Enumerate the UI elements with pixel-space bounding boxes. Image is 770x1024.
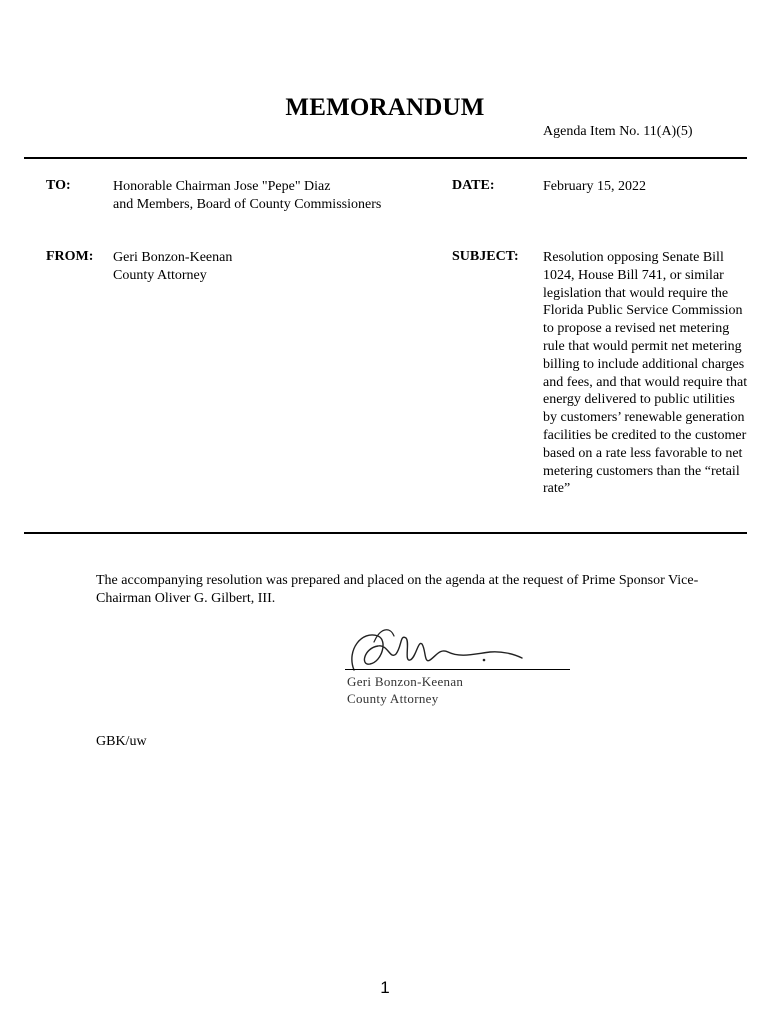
page-number: 1 xyxy=(380,978,390,997)
signature-block xyxy=(347,674,463,707)
to-line-1: Honorable Chairman Jose "Pepe" Diaz xyxy=(113,179,331,194)
from-sender xyxy=(113,249,232,285)
body-paragraph: The accompanying resolution was prepared and placed on the agenda at the request of Prime Sponsor Vice-Chairman Oliver G. Gilbert, III. xyxy=(96,573,699,606)
signature-name: Geri Bonzon-Keenan xyxy=(347,674,464,689)
signature-title: County Attorney xyxy=(347,690,439,706)
memo-title: MEMORANDUM xyxy=(285,94,485,121)
to-recipient xyxy=(113,178,381,214)
from-line-2: County Attorney xyxy=(113,267,207,283)
handwritten-signature xyxy=(344,620,574,676)
typist-initials: GBK/uw xyxy=(96,734,147,749)
top-divider xyxy=(24,157,747,159)
subject-value: Resolution opposing Senate Bill 1024, House Bill 741, or similar legislation that would require the Florida Public Service Commission to propose a revised net metering rule that would permit net metering billing to include additional charges and fees, and that would require that energy delivered to public utilities by customers’ renewable generation facilities be credited to the customer based on a rate less favorable to net metering customers than the “retail rate” xyxy=(543,250,748,497)
agenda-item-number: Agenda Item No. 11(A)(5) xyxy=(543,124,693,139)
from-line-1: Geri Bonzon-Keenan xyxy=(113,250,233,265)
to-label: TO: xyxy=(46,178,71,193)
date-label: DATE: xyxy=(452,178,495,193)
to-line-2: and Members, Board of County Commissioners xyxy=(113,196,382,212)
bottom-divider xyxy=(24,532,747,534)
date-value: February 15, 2022 xyxy=(543,179,647,194)
subject-label: SUBJECT: xyxy=(452,249,519,264)
signature-line xyxy=(345,669,570,670)
from-label: FROM: xyxy=(46,249,94,264)
